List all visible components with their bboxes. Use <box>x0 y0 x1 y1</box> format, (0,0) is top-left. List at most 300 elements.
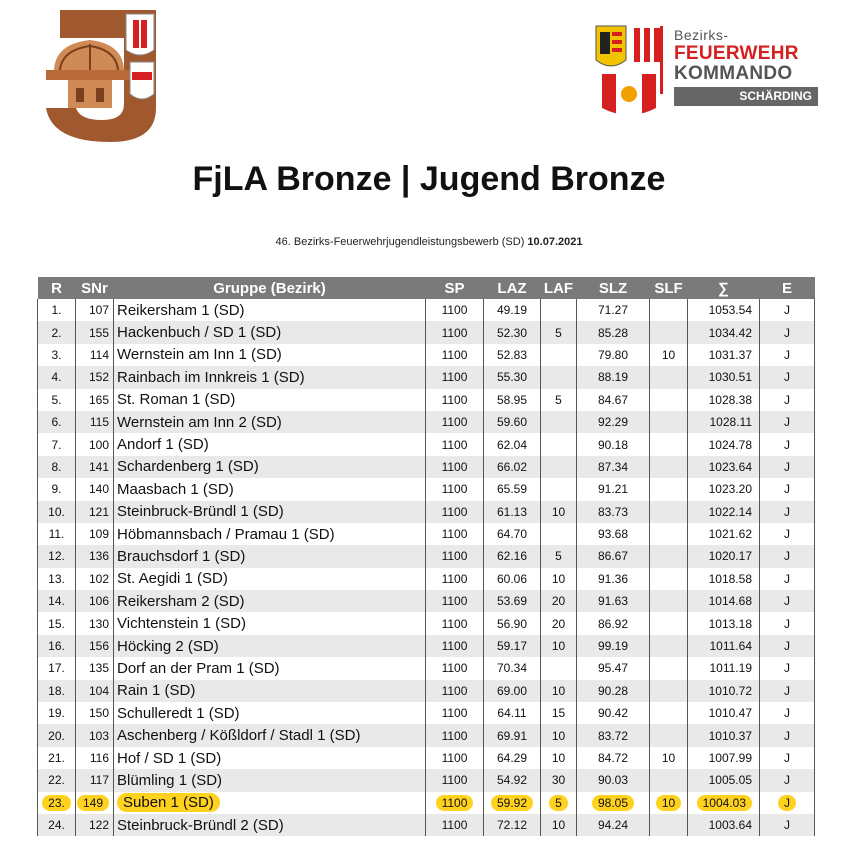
cell-snr <box>76 612 114 634</box>
cell-snr-value: 102 <box>88 571 109 586</box>
cell-e-value: J <box>784 504 790 519</box>
cell-rank-value: 12. <box>48 549 65 564</box>
cell-sp <box>426 523 484 545</box>
cell-laz-value: 61.13 <box>496 504 528 519</box>
cell-laz <box>484 702 541 724</box>
cell-sp-value: 1100 <box>441 347 468 362</box>
cell-sum-value: 1023.20 <box>708 482 752 497</box>
cell-snr-value: 104 <box>88 683 109 698</box>
cell-e <box>760 568 815 590</box>
cell-sp <box>426 366 484 388</box>
cell-snr-value: 149 <box>77 795 109 811</box>
cell-rank-value: 16. <box>48 639 65 654</box>
cell-snr <box>76 680 114 702</box>
cell-e <box>760 523 815 545</box>
cell-laf <box>541 680 577 702</box>
cell-sp <box>426 657 484 679</box>
cell-snr-value: 136 <box>88 549 109 564</box>
cell-gruppe <box>114 299 426 321</box>
cell-e-value: J <box>784 773 790 788</box>
cell-laf <box>541 792 577 814</box>
cell-sum-value: 1031.37 <box>708 347 752 362</box>
cell-slz-value: 71.27 <box>597 303 629 318</box>
cell-rank-value: 17. <box>48 661 65 676</box>
cell-e-value: J <box>784 751 790 765</box>
cell-rank-value: 21. <box>48 751 65 765</box>
cell-slf-value: 10 <box>661 751 676 765</box>
cell-gruppe-value: Höbmannsbach / Pramau 1 (SD) <box>117 525 335 543</box>
table-row <box>38 433 815 455</box>
cell-rank <box>38 321 76 343</box>
cell-slf <box>650 366 688 388</box>
table-row <box>38 635 815 657</box>
cell-sp <box>426 792 484 814</box>
cell-sp-value: 1100 <box>441 392 468 407</box>
cell-laf <box>541 366 577 388</box>
cell-e <box>760 814 815 836</box>
cell-sum <box>688 366 760 388</box>
cell-rank-value: 3. <box>51 347 62 362</box>
cell-gruppe <box>114 433 426 455</box>
cell-slz-value: 91.36 <box>597 571 629 586</box>
cell-sp-value: 1100 <box>441 571 468 586</box>
cell-laf <box>541 814 577 836</box>
cell-laz <box>484 501 541 523</box>
cell-sum <box>688 321 760 343</box>
cell-snr-value: 116 <box>89 751 109 765</box>
cell-rank-value: 2. <box>51 325 62 340</box>
cell-e-value: J <box>784 392 790 407</box>
cell-slf <box>650 299 688 321</box>
cell-rank <box>38 769 76 791</box>
cell-e-value: J <box>784 818 790 833</box>
cell-slz <box>577 680 650 702</box>
table-row <box>38 456 815 478</box>
cell-e <box>760 680 815 702</box>
cell-snr <box>76 769 114 791</box>
cell-sum-value: 1010.47 <box>708 706 752 721</box>
cell-sp-value: 1100 <box>441 370 468 385</box>
cell-snr-value: 106 <box>88 594 109 609</box>
cell-slz <box>577 299 650 321</box>
cell-sp <box>426 456 484 478</box>
cell-rank-value: 14. <box>48 594 65 609</box>
cell-slz-value: 91.63 <box>597 594 629 609</box>
cell-slf <box>650 321 688 343</box>
cell-laf <box>541 769 577 791</box>
col-header-snr: SNr <box>76 277 114 299</box>
cell-sp <box>426 635 484 657</box>
cell-snr-value: 150 <box>88 706 109 721</box>
cell-laz-value: 59.92 <box>491 795 533 811</box>
cell-slf <box>650 635 688 657</box>
cell-rank <box>38 702 76 724</box>
cell-slz-value: 84.72 <box>597 751 629 765</box>
cell-gruppe <box>114 478 426 500</box>
cell-laf-value: 20 <box>551 594 566 609</box>
cell-slf <box>650 411 688 433</box>
cell-e <box>760 456 815 478</box>
cell-sp <box>426 702 484 724</box>
table-row <box>38 769 815 791</box>
cell-slz-value: 91.21 <box>597 482 629 497</box>
cell-gruppe <box>114 657 426 679</box>
cell-sum <box>688 814 760 836</box>
cell-sp-value: 1100 <box>441 728 468 743</box>
cell-rank <box>38 501 76 523</box>
jugend-logo-icon <box>40 8 160 144</box>
cell-slz-value: 99.19 <box>597 639 629 654</box>
cell-gruppe <box>114 680 426 702</box>
cell-sp <box>426 680 484 702</box>
cell-gruppe <box>114 456 426 478</box>
cell-snr-value: 109 <box>88 527 109 542</box>
cell-snr <box>76 433 114 455</box>
cell-e-value: J <box>784 571 790 586</box>
cell-sum <box>688 568 760 590</box>
cell-snr <box>76 321 114 343</box>
cell-laf <box>541 411 577 433</box>
cell-rank <box>38 612 76 634</box>
cell-laz-value: 72.12 <box>496 818 528 833</box>
cell-gruppe-value: Wernstein am Inn 1 (SD) <box>117 346 282 364</box>
cell-slz-value: 86.92 <box>597 616 629 631</box>
cell-gruppe-value: Suben 1 (SD) <box>117 793 220 812</box>
cell-laz <box>484 724 541 746</box>
cell-slf-value: 10 <box>656 795 681 811</box>
cell-snr <box>76 456 114 478</box>
cell-sp <box>426 433 484 455</box>
col-header-laf: LAF <box>541 277 577 299</box>
cell-rank <box>38 590 76 612</box>
cell-rank-value: 20. <box>48 728 65 743</box>
cell-rank-value: 5. <box>51 392 62 407</box>
cell-laz <box>484 769 541 791</box>
cell-slf-value: 10 <box>661 347 676 362</box>
cell-gruppe-value: Schulleredt 1 (SD) <box>117 704 240 722</box>
cell-snr <box>76 344 114 366</box>
cell-gruppe-value: Steinbruck-Bründl 2 (SD) <box>117 816 284 834</box>
cell-laf <box>541 299 577 321</box>
cell-gruppe-value: Hof / SD 1 (SD) <box>117 749 222 767</box>
cell-e <box>760 501 815 523</box>
cell-sum <box>688 433 760 455</box>
cell-sum <box>688 478 760 500</box>
cell-sp <box>426 769 484 791</box>
cell-slz <box>577 456 650 478</box>
cell-slz-value: 79.80 <box>597 347 629 362</box>
cell-slf <box>650 769 688 791</box>
cell-laf-value: 10 <box>551 504 566 519</box>
cell-e <box>760 433 815 455</box>
cell-slz <box>577 657 650 679</box>
cell-rank <box>38 545 76 567</box>
cell-e-value: J <box>784 616 790 631</box>
cell-laz <box>484 344 541 366</box>
cell-gruppe <box>114 814 426 836</box>
cell-laz <box>484 389 541 411</box>
cell-snr <box>76 747 114 769</box>
cell-laz-value: 52.83 <box>496 347 528 362</box>
cell-slz <box>577 545 650 567</box>
cell-e-value: J <box>784 459 790 474</box>
table-row <box>38 501 815 523</box>
cell-laz-value: 49.19 <box>496 303 528 318</box>
cell-rank <box>38 814 76 836</box>
cell-gruppe-value: Maasbach 1 (SD) <box>117 480 234 498</box>
col-header-laz: LAZ <box>484 277 541 299</box>
cell-slz-value: 88.19 <box>597 370 629 385</box>
cell-sum <box>688 501 760 523</box>
cell-laf-value: 5 <box>555 392 562 407</box>
cell-e <box>760 747 815 769</box>
col-header-sum: ∑ <box>688 277 760 299</box>
cell-sp <box>426 545 484 567</box>
cell-snr <box>76 501 114 523</box>
cell-slz <box>577 769 650 791</box>
cell-gruppe <box>114 724 426 746</box>
cell-laf <box>541 657 577 679</box>
cell-rank <box>38 568 76 590</box>
cell-sp <box>426 411 484 433</box>
table-row <box>38 299 815 321</box>
cell-sum-value: 1011.19 <box>709 661 752 676</box>
cell-rank-value: 18. <box>48 683 65 698</box>
cell-sp-value: 1100 <box>441 706 468 721</box>
cell-slf <box>650 792 688 814</box>
cell-rank-value: 23. <box>42 795 71 811</box>
cell-laz <box>484 456 541 478</box>
cell-laf-value: 15 <box>551 706 566 721</box>
cell-rank-value: 6. <box>51 415 62 430</box>
cell-e-value: J <box>784 303 790 318</box>
cell-rank <box>38 523 76 545</box>
cell-rank <box>38 724 76 746</box>
cell-gruppe <box>114 411 426 433</box>
cell-rank <box>38 792 76 814</box>
cell-gruppe <box>114 523 426 545</box>
cell-laf <box>541 456 577 478</box>
cell-e <box>760 411 815 433</box>
cell-gruppe-value: Vichtenstein 1 (SD) <box>117 615 246 633</box>
cell-sp <box>426 590 484 612</box>
cell-e-value: J <box>784 549 790 564</box>
table-row <box>38 747 815 769</box>
cell-snr-value: 165 <box>88 392 109 407</box>
col-header-gruppe: Gruppe (Bezirk) <box>114 277 426 299</box>
cell-snr-value: 107 <box>88 303 109 318</box>
cell-sum <box>688 769 760 791</box>
cell-sum <box>688 612 760 634</box>
cell-laf-value: 5 <box>549 795 568 811</box>
cell-laf-value: 10 <box>551 639 566 654</box>
cell-laz <box>484 814 541 836</box>
cell-slf <box>650 814 688 836</box>
cell-rank-value: 19. <box>48 706 65 721</box>
cell-rank <box>38 366 76 388</box>
cell-slz <box>577 411 650 433</box>
table-row <box>38 366 815 388</box>
cell-slz <box>577 389 650 411</box>
cell-slf <box>650 702 688 724</box>
cell-sp <box>426 299 484 321</box>
cell-sp-value: 1100 <box>441 661 468 676</box>
cell-snr-value: 130 <box>88 616 109 631</box>
cell-e-value: J <box>784 728 790 743</box>
cell-e-value: J <box>784 325 790 340</box>
table-row <box>38 590 815 612</box>
cell-e-value: J <box>784 661 790 676</box>
cell-sp <box>426 389 484 411</box>
cell-sum-value: 1053.54 <box>708 303 752 318</box>
cell-laz-value: 59.60 <box>496 415 528 430</box>
page-subtitle <box>0 236 858 248</box>
cell-e-value: J <box>784 706 790 721</box>
cell-laz-value: 65.59 <box>496 482 528 497</box>
cell-sum-value: 1014.68 <box>708 594 752 609</box>
cell-sum-value: 1030.51 <box>708 370 752 385</box>
cell-laz-value: 56.90 <box>496 616 528 631</box>
cell-sum-value: 1003.64 <box>708 818 752 833</box>
cell-laf <box>541 501 577 523</box>
cell-rank-value: 10. <box>48 504 65 519</box>
cell-sum-value: 1028.38 <box>708 392 752 407</box>
cell-rank <box>38 389 76 411</box>
cell-slz <box>577 724 650 746</box>
cell-laf <box>541 344 577 366</box>
cell-slz <box>577 635 650 657</box>
cell-rank <box>38 411 76 433</box>
cell-rank-value: 7. <box>51 437 62 452</box>
cell-laf <box>541 321 577 343</box>
cell-slz <box>577 702 650 724</box>
cell-gruppe-value: Schardenberg 1 (SD) <box>117 458 259 476</box>
cell-laz-value: 64.11 <box>497 706 527 721</box>
cell-laz <box>484 612 541 634</box>
col-header-e: E <box>760 277 815 299</box>
cell-slz <box>577 366 650 388</box>
table-row <box>38 478 815 500</box>
cell-laz <box>484 299 541 321</box>
table-row <box>38 321 815 343</box>
cell-sp-value: 1100 <box>441 527 468 542</box>
cell-snr-value: 100 <box>88 437 109 452</box>
cell-laz-value: 55.30 <box>496 370 528 385</box>
cell-snr-value: 115 <box>89 415 109 430</box>
cell-slz <box>577 590 650 612</box>
cell-rank <box>38 299 76 321</box>
cell-snr <box>76 366 114 388</box>
cell-slf <box>650 501 688 523</box>
cell-laz-value: 60.06 <box>496 571 528 586</box>
cell-slz <box>577 478 650 500</box>
cell-e-value: J <box>784 594 790 609</box>
col-header-sp: SP <box>426 277 484 299</box>
cell-sp-value: 1100 <box>441 482 468 497</box>
cell-laz <box>484 635 541 657</box>
cell-laz-value: 64.29 <box>496 751 528 765</box>
cell-slf <box>650 568 688 590</box>
cell-sp <box>426 747 484 769</box>
cell-snr-value: 152 <box>88 370 109 385</box>
cell-sum <box>688 747 760 769</box>
cell-e <box>760 792 815 814</box>
cell-slf <box>650 523 688 545</box>
cell-laz-value: 70.34 <box>496 661 528 676</box>
cell-slf <box>650 657 688 679</box>
cell-slz-value: 86.67 <box>597 549 629 564</box>
cell-gruppe-value: Blümling 1 (SD) <box>117 771 223 789</box>
cell-slz <box>577 814 650 836</box>
cell-rank-value: 1. <box>51 303 62 318</box>
table-row <box>38 724 815 746</box>
cell-rank <box>38 657 76 679</box>
cell-laz-value: 52.30 <box>496 325 528 340</box>
cell-laf <box>541 568 577 590</box>
results-table <box>37 277 815 836</box>
cell-snr-value: 141 <box>88 459 109 474</box>
cell-sum <box>688 724 760 746</box>
cell-laz <box>484 545 541 567</box>
cell-slf <box>650 724 688 746</box>
cell-gruppe-value: Reikersham 2 (SD) <box>117 592 245 610</box>
cell-snr <box>76 389 114 411</box>
brand-line-2: FEUERWEHR <box>674 43 799 64</box>
cell-sum <box>688 456 760 478</box>
cell-sp <box>426 321 484 343</box>
cell-laf <box>541 702 577 724</box>
cell-laz-value: 69.91 <box>496 728 528 743</box>
cell-laz-value: 53.69 <box>496 594 528 609</box>
cell-sum-value: 1005.05 <box>708 773 752 788</box>
cell-laf <box>541 747 577 769</box>
cell-laf <box>541 389 577 411</box>
cell-laf-value: 10 <box>551 728 566 743</box>
table-row <box>38 545 815 567</box>
cell-laz <box>484 411 541 433</box>
cell-slz-value: 83.72 <box>597 728 629 743</box>
cell-slz-value: 84.67 <box>597 392 629 407</box>
cell-sp-value: 1100 <box>441 325 468 340</box>
cell-gruppe <box>114 344 426 366</box>
cell-snr <box>76 478 114 500</box>
cell-laz <box>484 321 541 343</box>
cell-sp-value: 1100 <box>441 415 468 430</box>
cell-sp-value: 1100 <box>441 437 468 452</box>
cell-sum <box>688 590 760 612</box>
cell-rank <box>38 478 76 500</box>
cell-sum-value: 1020.17 <box>708 549 752 564</box>
cell-rank <box>38 456 76 478</box>
cell-sp <box>426 501 484 523</box>
cell-laz <box>484 433 541 455</box>
cell-e-value: J <box>784 482 790 497</box>
cell-sum <box>688 389 760 411</box>
cell-slz <box>577 612 650 634</box>
table-row <box>38 680 815 702</box>
cell-laz <box>484 478 541 500</box>
cell-e <box>760 769 815 791</box>
cell-sum <box>688 702 760 724</box>
cell-rank <box>38 635 76 657</box>
cell-gruppe <box>114 545 426 567</box>
cell-e <box>760 344 815 366</box>
cell-rank-value: 8. <box>51 459 62 474</box>
brand-line-4: SCHÄRDING <box>674 87 818 106</box>
cell-e-value: J <box>784 370 790 385</box>
cell-sp-value: 1100 <box>441 504 468 519</box>
cell-laz-value: 59.17 <box>496 639 528 654</box>
